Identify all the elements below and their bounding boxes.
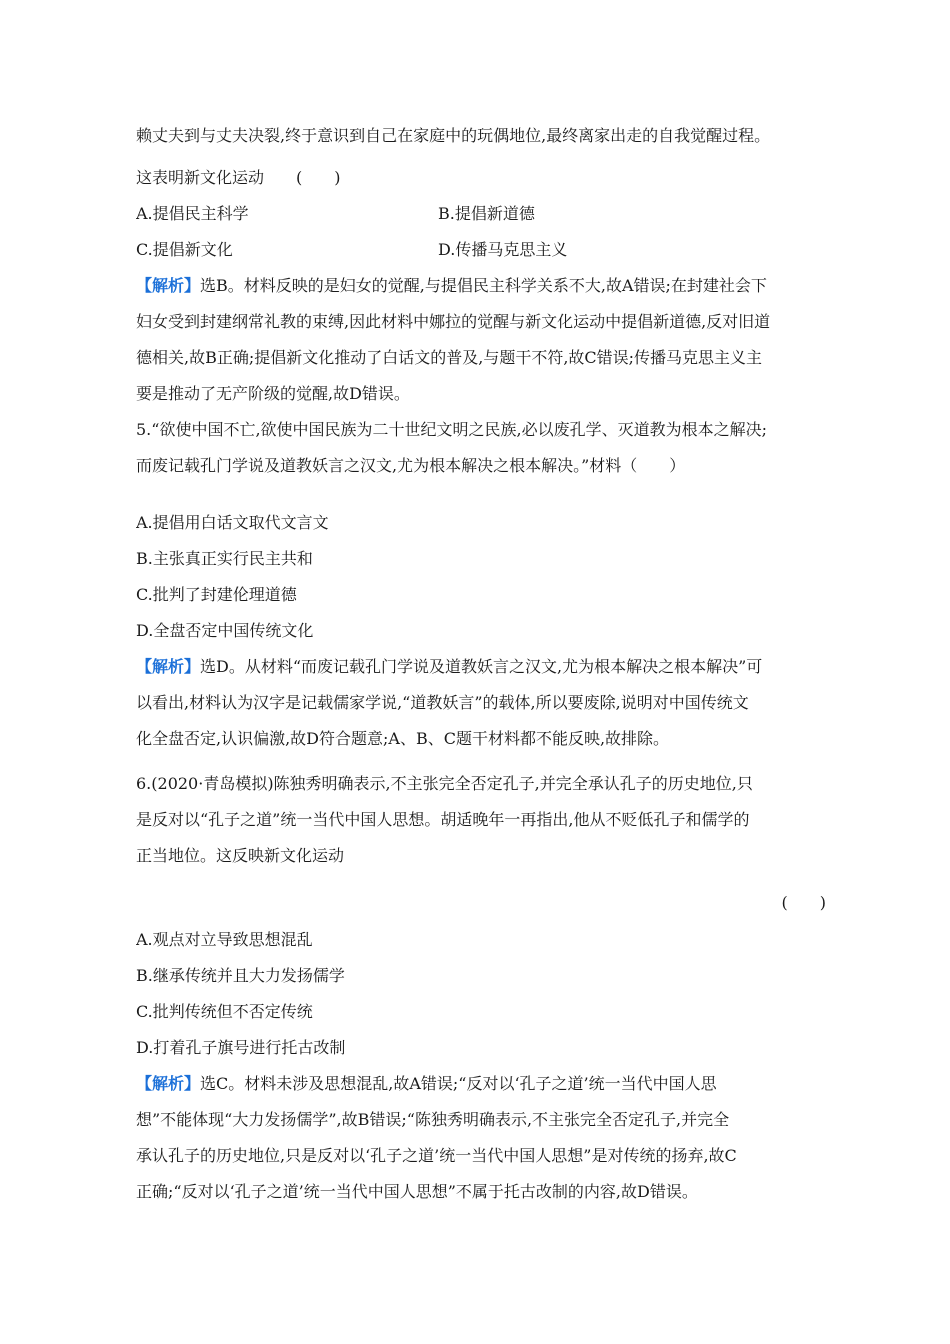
- q5-option-c[interactable]: C.批判了封建伦理道德: [136, 585, 297, 604]
- q6-analysis-line-2: 想”不能体现“大力发扬儒学”,故B错误;“陈独秀明确表示,不主张完全否定孔子,并完全: [136, 1110, 730, 1129]
- q6-stem-line-1: 6.(2020·青岛模拟)陈独秀明确表示,不主张完全否定孔子,并完全承认孔子的历史地位,只: [136, 774, 753, 793]
- q5-stem-line-1: 5.“欲使中国不亡,欲使中国民族为二十世纪文明之民族,必以废孔学、灭道教为根本之解决;: [136, 420, 768, 439]
- q6-option-b[interactable]: B.继承传统并且大力发扬儒学: [136, 966, 345, 985]
- q5-stem-line-2: 而废记载孔门学说及道教妖言之汉文,尤为根本解决之根本解决。”材料（ ）: [136, 456, 686, 475]
- q4-option-a[interactable]: A.提倡民主科学: [136, 204, 249, 223]
- q6-option-d[interactable]: D.打着孔子旗号进行托古改制: [136, 1038, 346, 1057]
- q4-stem: 这表明新文化运动 ( ): [136, 168, 341, 187]
- q6-option-c[interactable]: C.批判传统但不否定传统: [136, 1002, 313, 1021]
- q5-analysis-line-3: 化全盘否定,认识偏激,故D符合题意;A、B、C题干材料都不能反映,故排除。: [136, 729, 670, 748]
- q4-options-row-1: [136, 204, 826, 224]
- analysis-tag: 【解析】: [136, 1074, 201, 1093]
- q6-option-a[interactable]: A.观点对立导致思想混乱: [136, 930, 313, 949]
- q6-stem-line-3: 正当地位。这反映新文化运动: [136, 846, 345, 865]
- q4-analysis-line-4: 要是推动了无产阶级的觉醒,故D错误。: [136, 384, 410, 403]
- q4-analysis-line-3: 德相关,故B正确;提倡新文化推动了白话文的普及,与题干不符,故C错误;传播马克思主义主: [136, 348, 763, 367]
- q4-option-b[interactable]: B.提倡新道德: [438, 204, 535, 223]
- intro-text: 赖丈夫到与丈夫决裂,终于意识到自己在家庭中的玩偶地位,最终离家出走的自我觉醒过程。: [136, 126, 771, 145]
- q5-option-a[interactable]: A.提倡用白话文取代文言文: [136, 513, 329, 532]
- q4-analysis-line-1: 【解析】选B。材料反映的是妇女的觉醒,与提倡民主科学关系不大,故A错误;在封建社会下: [136, 276, 767, 295]
- q4-option-d[interactable]: D.传播马克思主义: [438, 240, 568, 259]
- q4-analysis-line-2: 妇女受到封建纲常礼教的束缚,因此材料中娜拉的觉醒与新文化运动中提倡新道德,反对旧道: [136, 312, 771, 331]
- q6-stem-line-2: 是反对以“孔子之道”统一当代中国人思想。胡适晚年一再指出,他从不贬低孔子和儒学的: [136, 810, 750, 829]
- q5-option-d[interactable]: D.全盘否定中国传统文化: [136, 621, 314, 640]
- q5-analysis-line-2: 以看出,材料认为汉字是记载儒家学说,“道教妖言”的载体,所以要废除,说明对中国传统文: [136, 693, 749, 712]
- analysis-tag: 【解析】: [136, 657, 201, 676]
- q4-option-c[interactable]: C.提倡新文化: [136, 240, 233, 259]
- q4-options-row-2: [136, 240, 826, 260]
- q5-analysis-line-1: 【解析】选D。从材料“而废记载孔门学说及道教妖言之汉文,尤为根本解决之根本解决”可: [136, 657, 763, 676]
- analysis-tag: 【解析】: [136, 276, 201, 295]
- q6-analysis-line-3: 承认孔子的历史地位,只是反对以‘孔子之道’统一当代中国人思想”是对传统的扬弃,故C: [136, 1146, 737, 1165]
- q6-analysis-line-4: 正确;“反对以‘孔子之道’统一当代中国人思想”不属于托古改制的内容,故D错误。: [136, 1182, 698, 1201]
- q6-analysis-line-1: 【解析】选C。材料未涉及思想混乱,故A错误;“反对以‘孔子之道’统一当代中国人思: [136, 1074, 717, 1093]
- q5-option-b[interactable]: B.主张真正实行民主共和: [136, 549, 313, 568]
- q6-answer-bracket: ( ): [781, 893, 826, 912]
